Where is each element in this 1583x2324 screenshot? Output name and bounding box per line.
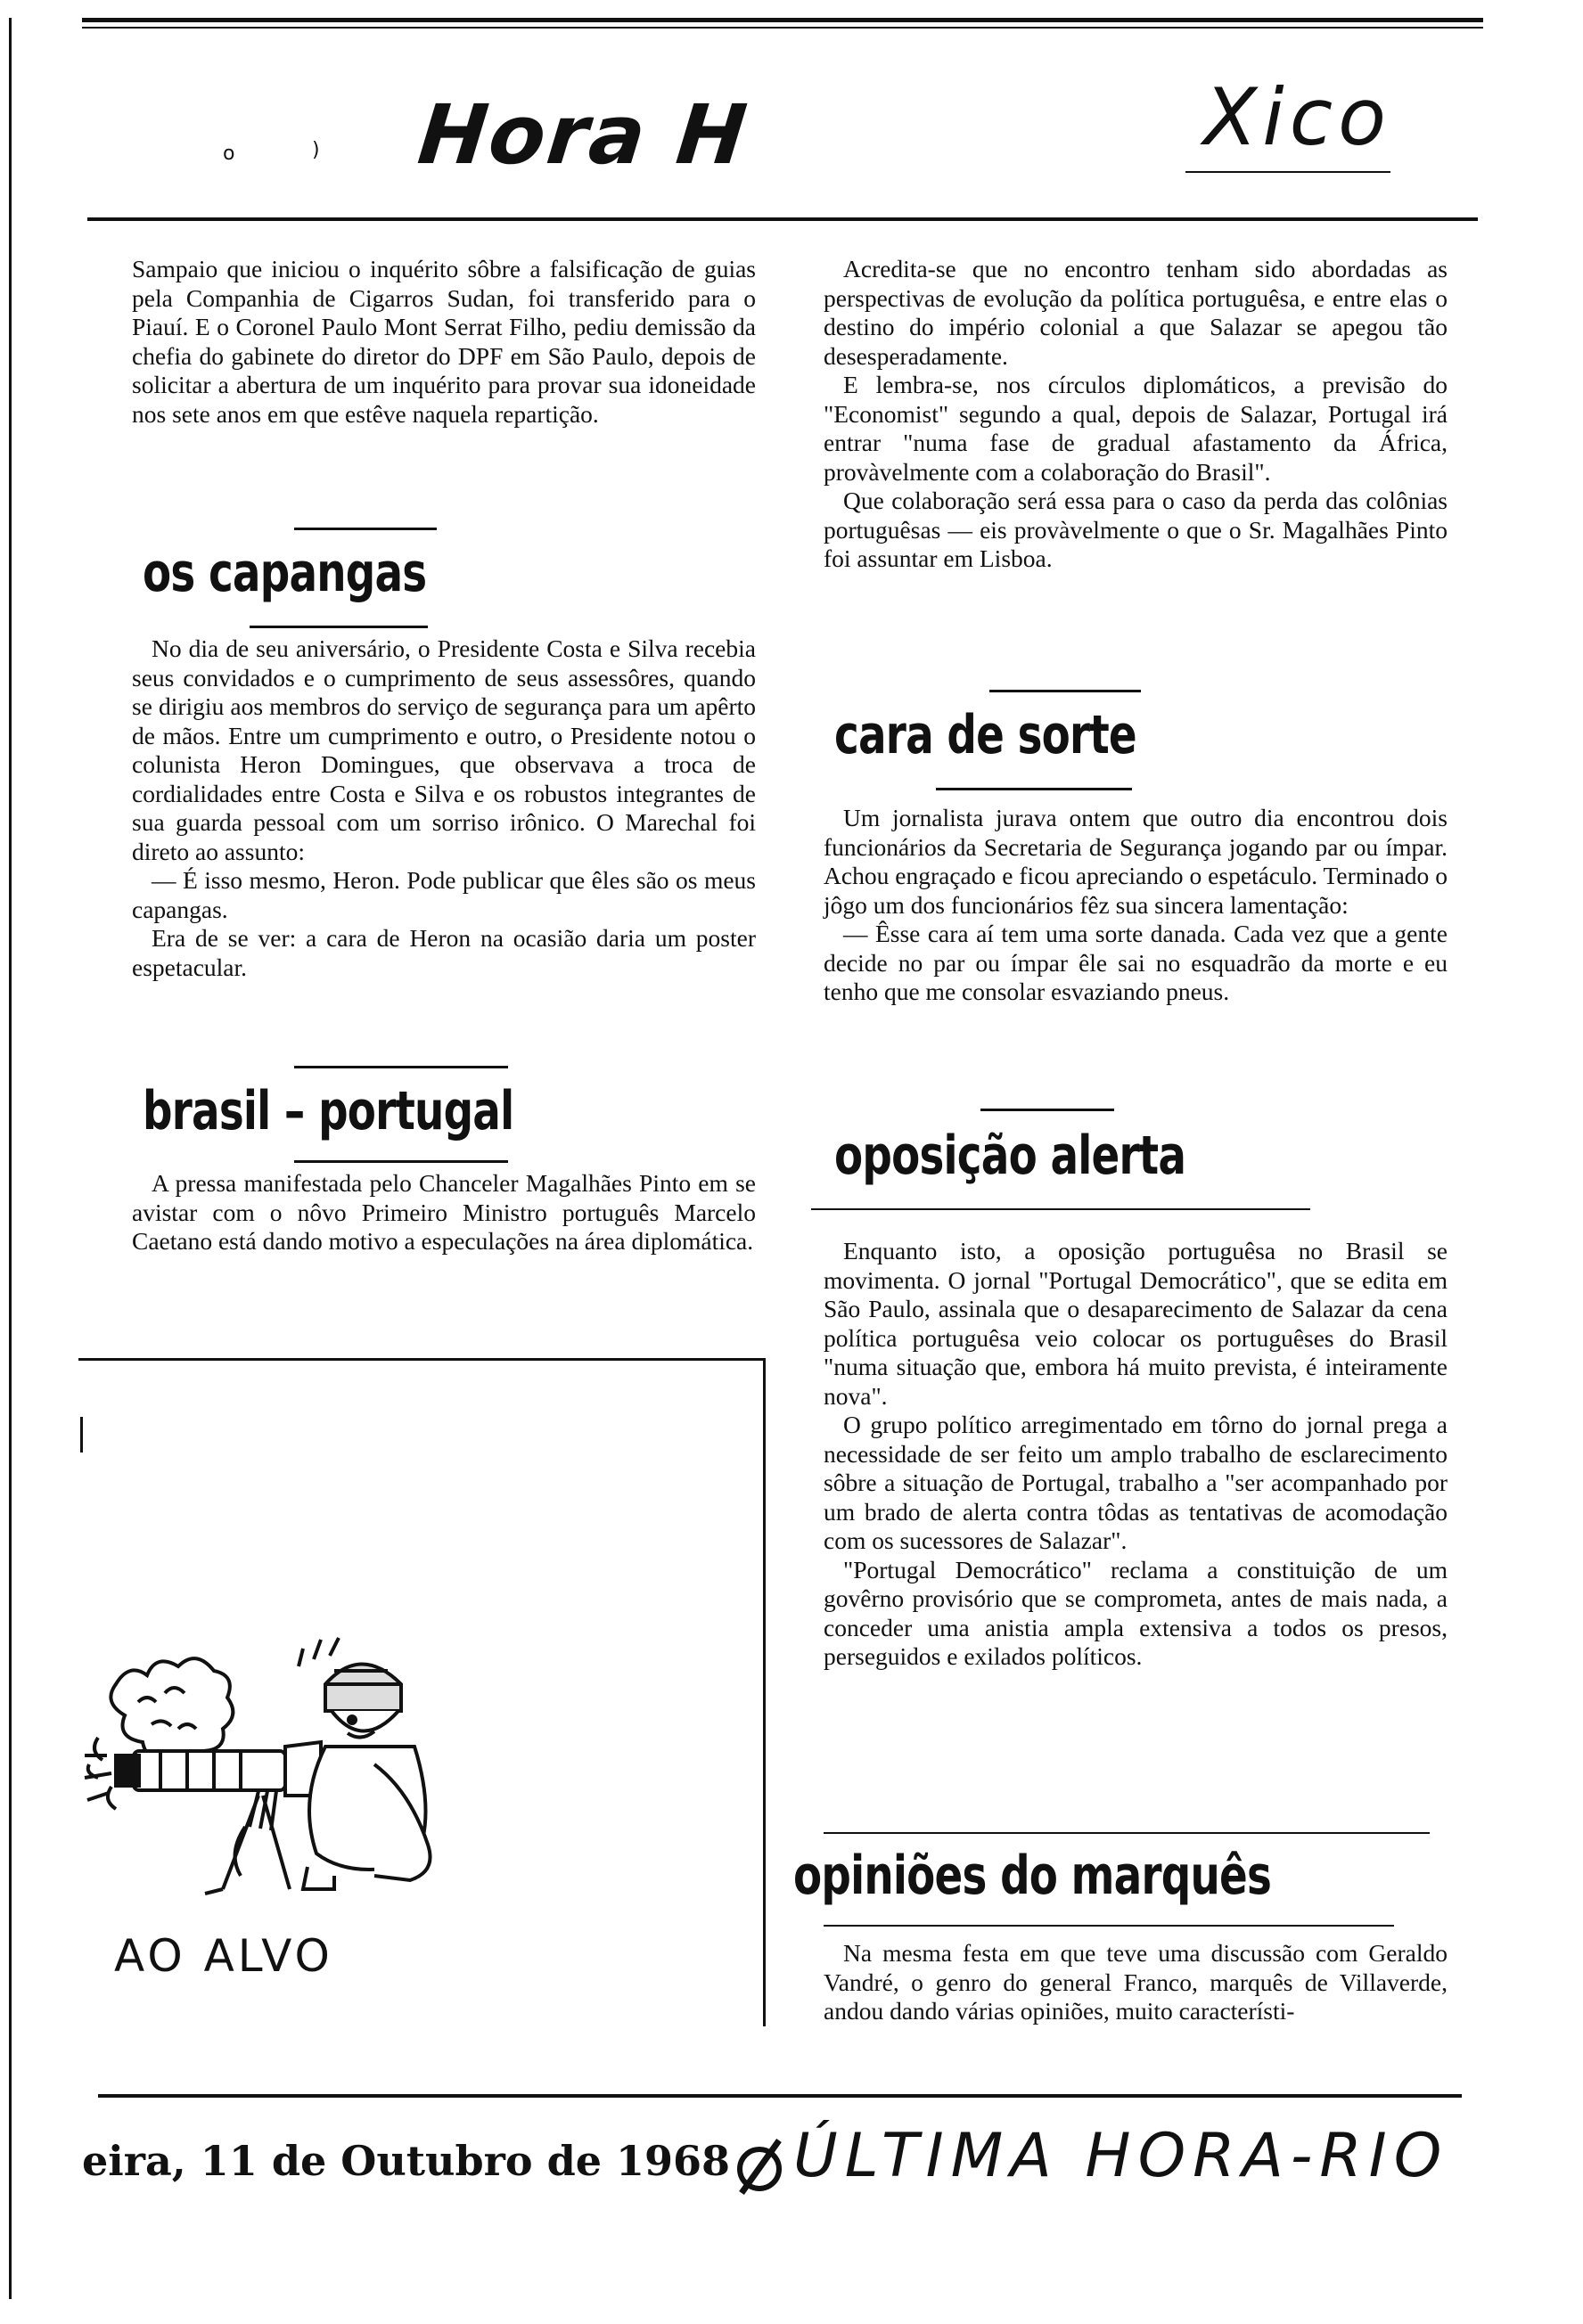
machine-gun-icon (116, 1742, 321, 1894)
paragraph: Acredita-se que no encontro tenham sido abordadas as perspectivas de evolução da política portuguêsa, e entre elas o destino do império colonial a que Salazar se apegou tão desesperadamente. (824, 255, 1448, 370)
headline-opinioes-do-marques: opiniões do marquês (793, 1845, 1272, 1907)
cartoon-top-rule (78, 1358, 765, 1361)
divider-rule (824, 1832, 1430, 1834)
action-marks (299, 1638, 339, 1666)
headline-brasil-portugal: brasil – portugal (143, 1080, 514, 1142)
headline-capangas: os capangas (143, 542, 427, 604)
small-mark-2: ) (312, 139, 320, 161)
article-opinioes-do-marques (824, 1939, 1448, 2026)
masthead-title: Hora H (414, 87, 753, 183)
paragraph: Era de se ver: a cara de Heron na ocasião daria um poster espetacular. (132, 924, 756, 981)
divider-rule (936, 788, 1132, 790)
paragraph: O grupo político arregimentado em tôrno do jornal prega a necessidade de ser feito um amplo trabalho de esclarecimento sôbre a situação de Portugal, trabalho a "ser acompanhado por um brado de alerta contra tôdas as tentativas de acomodação com os sucessores de Salazar". (824, 1411, 1448, 1554)
intro-paragraph: Sampaio que iniciou o inquérito sôbre a falsificação de guias pela Companhia de Cigarros Sudan, foi transferido para o Piauí. E o Coronel Paulo Mont Serrat Filho, pediu demissão da chefia do gabinete do diretor do DPF em São Paulo, depois de solicitar a abertura de um inquérito para provar sua idoneidade nos sete anos em que estêve naquela repartição. (132, 255, 756, 428)
divider-rule (294, 1160, 508, 1163)
divider-rule (989, 690, 1141, 692)
cartoon-soldier-machine-gun (80, 1631, 472, 1898)
article-capangas (132, 634, 756, 982)
paragraph: — É isso mesmo, Heron. Pode publicar que êles são os meus capangas. (132, 866, 756, 923)
divider-rule (811, 1208, 1310, 1210)
cartoon-caption: AO ALVO (114, 1930, 333, 1982)
headline-cara-de-sorte: cara de sorte (834, 704, 1136, 766)
footer-date-line: eira, 11 de Outubro de 1968 (82, 2137, 731, 2185)
divider-rule (250, 626, 428, 628)
paragraph: Que colaboração será essa para o caso da perda das colônias portuguêsas — eis provàvelmente o que o Sr. Magalhães Pinto foi assuntar em Lisboa. (824, 487, 1448, 572)
divider-rule (294, 528, 437, 530)
left-intro (132, 255, 756, 429)
paragraph: A pressa manifestada pelo Chanceler Magalhães Pinto em se avistar com o nôvo Primeiro Ministro português Marcelo Caetano está dando motivo a especulações na área diplomática. (132, 1169, 756, 1255)
paragraph: Na mesma festa em que teve uma discussão com Geraldo Vandré, o genro do general Franco, marquês de Villaverde, andou dando várias opiniões, muito característi- (824, 1939, 1448, 2025)
article-oposicao-alerta (824, 1237, 1448, 1672)
paragraph: No dia de seu aniversário, o Presidente Costa e Silva recebia seus convidados e o cumprimento de seus assessôres, quando se dirigiu aos membros do serviço de segurança para um apêrto de mãos. Entre um cumprimento e outro, o Presidente notou o colunista Heron Domingues, que observava a troca de cordialidades entre Costa e Silva e os robustos integrantes de sua guarda pessoal com um sorriso irônico. O Marechal foi direto ao assunto: (132, 634, 756, 865)
cartoon-right-rule (763, 1358, 766, 2026)
handwritten-note: Xico (1203, 71, 1391, 163)
left-border-rule (9, 18, 12, 2299)
small-mark-1: o (223, 143, 235, 165)
paragraph: Um jornalista jurava ontem que outro dia encontrou dois funcionários da Secretaria de Segurança jogando par ou ímpar. Achou engraçado e ficou apreciando o espetáculo. Terminado o jôgo um dos funcionários fêz sua sincera lamentação: (824, 804, 1448, 919)
paragraph: Enquanto isto, a oposição portuguêsa no Brasil se movimenta. O jornal "Portugal Democrático", que se edita em São Paulo, assinala que o desaparecimento de Salazar da cena política portuguêsa veio colocar os portuguêses do Brasil "numa situação que, embora há muito prevista, é inteiramente nova". (824, 1237, 1448, 1410)
bottom-rule (98, 2094, 1462, 2098)
top-border-rule-thin (82, 27, 1483, 29)
paragraph: "Portugal Democrático" reclama a constituição de um govêrno provisório que se comprometa, antes de mais nada, a conceder uma anistia ampla extensiva a todos os presos, perseguidos e exilados políticos. (824, 1555, 1448, 1670)
divider-rule (294, 1066, 508, 1068)
cartoon-left-mark (80, 1417, 83, 1452)
footer-handwritten-source: ÚLTIMA HORA-RIO (793, 2121, 1449, 2191)
masthead-rule (87, 217, 1478, 221)
right-intro (824, 255, 1448, 574)
top-border-rule (82, 18, 1483, 22)
soldier-icon (303, 1665, 431, 1890)
footer-stamp-mark (724, 2135, 795, 2197)
divider-rule (824, 1925, 1394, 1927)
paragraph: E lembra-se, nos círculos diplomáticos, a previsão do "Economist" segundo a qual, depois de Salazar, Portugal irá entrar "numa fase de gradual afastamento da África, provàvelmente com a colaboração do Brasil". (824, 371, 1448, 486)
headline-oposicao-alerta: oposição alerta (834, 1125, 1186, 1187)
paragraph: — Êsse cara aí tem uma sorte danada. Cada vez que a gente decide no par ou ímpar êle sai no esquadrão da morte e eu tenho que me consolar esvaziando pneus. (824, 920, 1448, 1005)
article-brasil-portugal (132, 1169, 756, 1256)
article-cara-de-sorte (824, 804, 1448, 1007)
handwritten-underline (1185, 171, 1390, 173)
divider-rule (980, 1109, 1114, 1111)
